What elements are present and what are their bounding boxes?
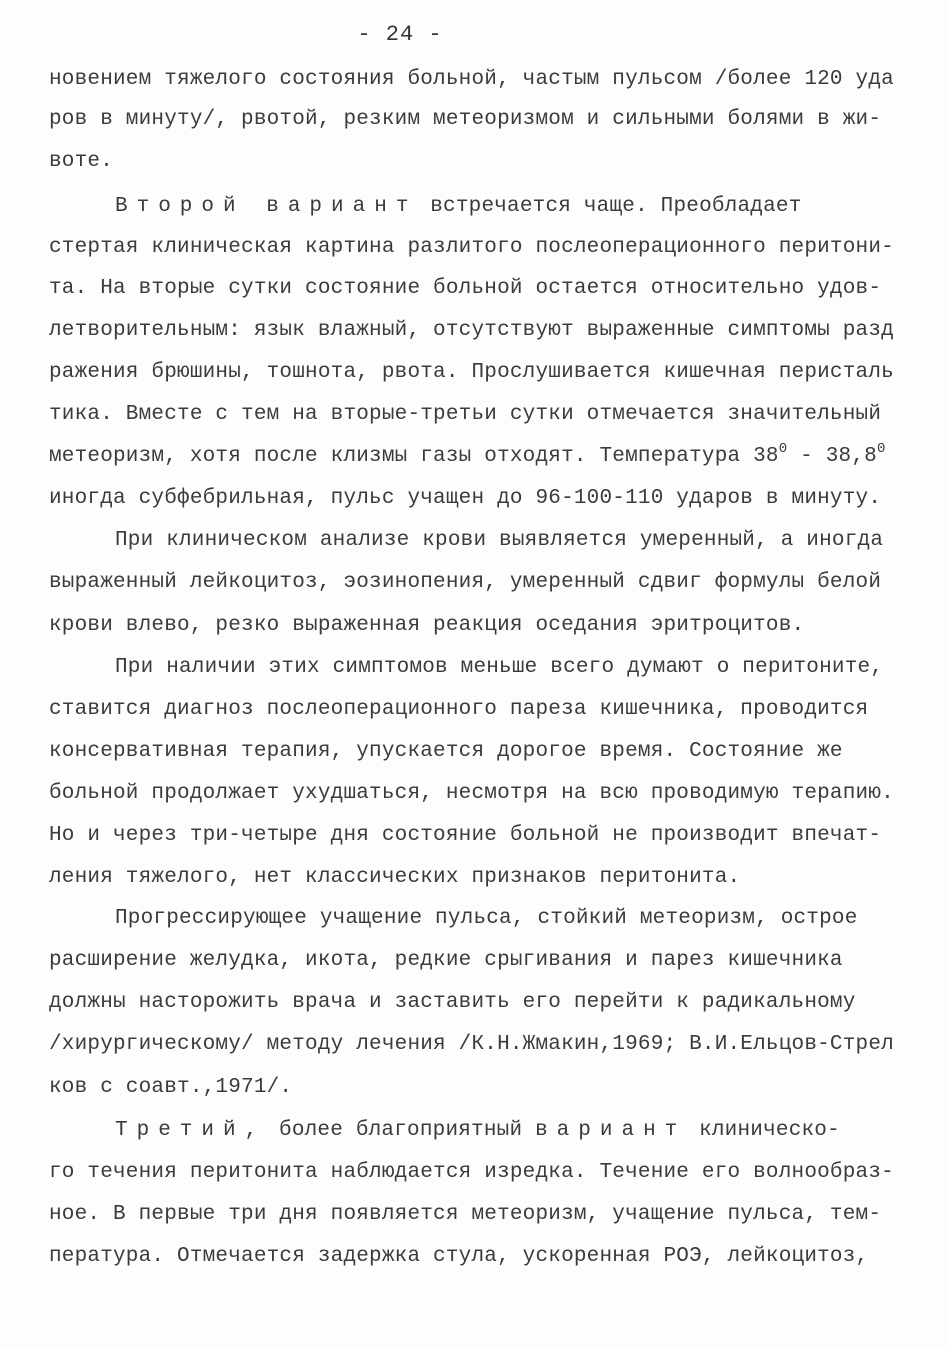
text-line-5: стертая клиническая картина разлитого послеоперационного перитони-	[49, 236, 894, 259]
text-line-10-part-2: - 38,8	[787, 445, 877, 468]
degree-superscript-1: 0	[778, 441, 788, 457]
text-line-25: ков с соавт.,1971/.	[49, 1076, 293, 1099]
text-line-17: консервативная терапия, упускается дорогое время. Состояние же	[49, 740, 843, 763]
degree-superscript-2: 0	[876, 441, 886, 457]
text-line-1: новением тяжелого состояния больной, частым пульсом /более 120 уда	[49, 68, 894, 91]
emphasis-variant: вариант	[535, 1119, 687, 1142]
text-line-29: пература. Отмечается задержка стула, ускоренная РОЭ, лейкоцитоз,	[49, 1245, 869, 1268]
text-line-2: ров в минуту/, рвотой, резким метеоризмом и сильными болями в жи-	[49, 108, 882, 131]
text-line-22: расширение желудка, икота, редкие срыгивания и парез кишечника	[49, 949, 843, 972]
text-line-12: При клиническом анализе крови выявляется умеренный, а иногда	[115, 529, 884, 552]
text-line-20: ления тяжелого, нет классических признаков перитонита.	[49, 866, 741, 889]
text-line-18: больной продолжает ухудшаться, несмотря на всю проводимую терапию.	[49, 782, 894, 805]
text-line-6: та. На вторые сутки состояние больной остается относительно удов-	[49, 277, 882, 300]
text-line-16: ставится диагноз послеоперационного пареза кишечника, проводится	[49, 698, 869, 721]
emphasis-third: Третий,	[115, 1119, 267, 1142]
text-line-11: иногда субфебрильная, пульс учащен до 96-100-110 ударов в минуту.	[49, 487, 882, 510]
text-line-28: ное. В первые три дня появляется метеоризм, учащение пульса, тем-	[49, 1203, 882, 1226]
text-line-7: летворительным: язык влажный, отсутствуют выраженные симптомы разд	[49, 319, 894, 342]
text-line-26-part-2: клиническо-	[686, 1119, 840, 1142]
text-line-23: должны насторожить врача и заставить его перейти к радикальному	[49, 991, 856, 1014]
text-line-26	[115, 1117, 840, 1145]
text-line-21: Прогрессирующее учащение пульса, стойкий метеоризм, острое	[115, 907, 858, 930]
text-line-3: воте.	[49, 150, 114, 173]
text-line-4	[115, 193, 802, 221]
text-line-27: го течения перитонита наблюдается изредка. Течение его волнообраз-	[49, 1161, 894, 1184]
text-line-26-part-1: более благоприятный	[266, 1119, 536, 1142]
page-number: - 24 -	[357, 22, 443, 47]
text-line-4-rest: встречается чаще. Преобладает	[417, 195, 802, 218]
text-line-14: крови влево, резко выраженная реакция оседания эритроцитов.	[49, 614, 805, 637]
text-line-10-part-1: метеоризм, хотя после клизмы газы отходят. Температура 38	[49, 445, 779, 468]
text-line-15: При наличии этих симптомов меньше всего думают о перитоните,	[115, 656, 884, 679]
text-line-8: ражения брюшины, тошнота, рвота. Прослушивается кишечная перисталь	[49, 361, 894, 384]
text-line-24: /хирургическому/ методу лечения /К.Н.Жмакин,1969; В.И.Ельцов-Стрел	[49, 1033, 894, 1056]
text-line-10	[49, 443, 886, 472]
text-line-13: выраженный лейкоцитоз, эозинопения, умеренный сдвиг формулы белой	[49, 571, 882, 594]
text-line-19: Но и через три-четыре дня состояние больной не производит впечат-	[49, 824, 882, 847]
emphasis-second-variant: Второй вариант	[115, 195, 418, 218]
text-line-9: тика. Вместе с тем на вторые-третьи сутки отмечается значительный	[49, 403, 882, 426]
